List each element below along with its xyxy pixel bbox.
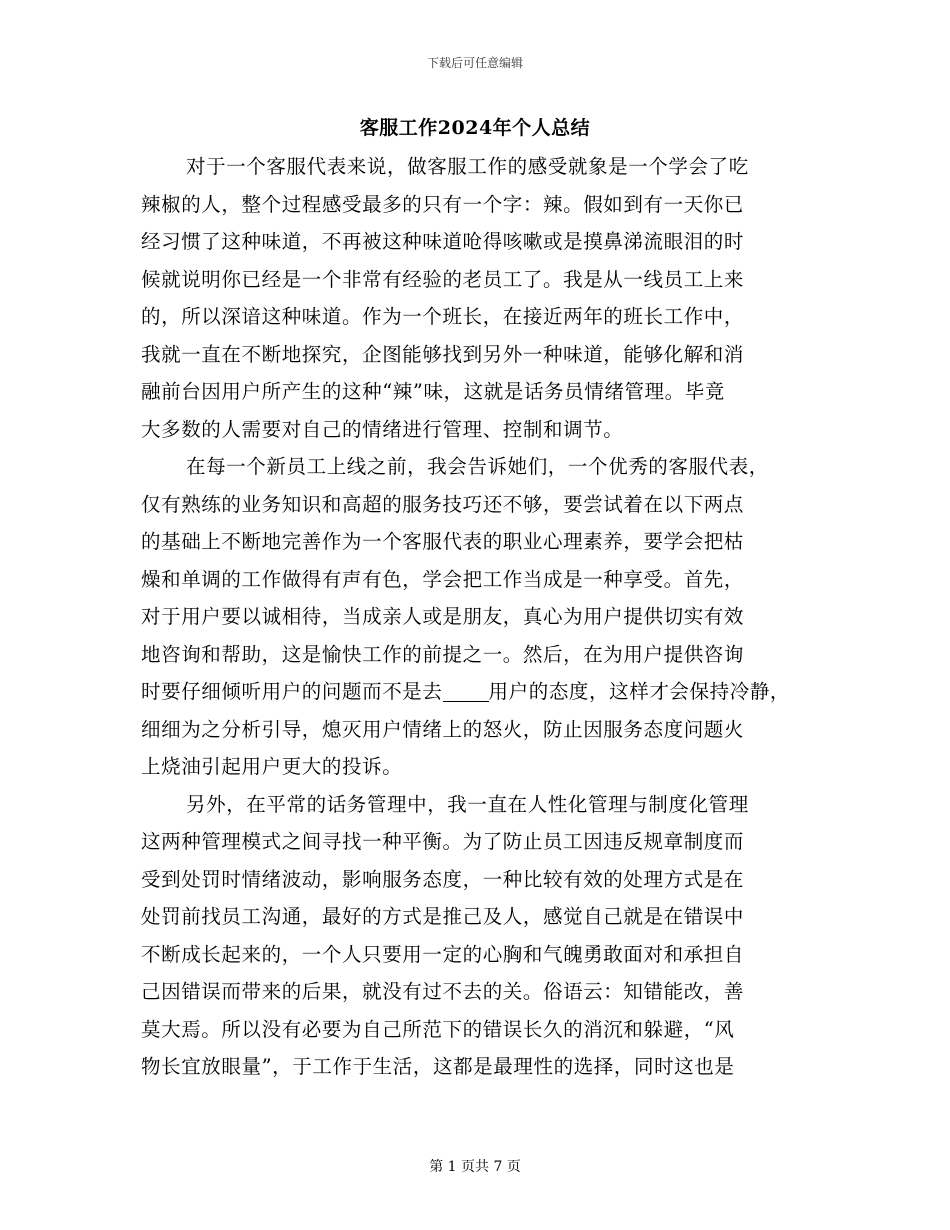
- text-line: 细细为之分析引导，熄灭用户情绪上的怒火，防止因服务态度问题火: [141, 717, 745, 741]
- document-body: [141, 148, 821, 1086]
- text-line: 燥和单调的工作做得有声有色，学会把工作当成是一种享受。首先，: [141, 567, 745, 591]
- text-line: 候就说明你已经是一个非常有经验的老员工了。我是从一线员工上来: [141, 267, 745, 291]
- document-title: 客服工作2024年个人总结: [359, 117, 591, 139]
- text-line: 地咨询和帮助，这是愉快工作的前提之一。然后，在为用户提供咨询: [141, 642, 745, 666]
- text-line: 辣椒的人，整个过程感受最多的只有一个字：辣。假如到有一天你已: [141, 192, 745, 216]
- text-line: 受到处罚时情绪波动，影响服务态度，一种比较有效的处理方式是在: [141, 867, 745, 891]
- text-line: 大多数的人需要对自己的情绪进行管理、控制和调节。: [141, 417, 624, 441]
- text-line: 己因错误而带来的后果，就没有过不去的关。俗语云：知错能改，善: [141, 980, 745, 1003]
- text-line: 这两种管理模式之间寻找一种平衡。为了防止员工因违反规章制度而: [141, 830, 745, 853]
- text-line: 物长宜放眼量”，于工作于生活，这都是最理性的选择，同时这也是: [141, 1055, 735, 1078]
- text-line: 上烧油引起用户更大的投诉。: [141, 755, 403, 778]
- text-segment: 用户的态度，这样才会保持冷静，: [488, 680, 791, 703]
- text-line: 对于一个客服代表来说，做客服工作的感受就象是一个学会了吃: [186, 155, 749, 178]
- fill-in-blank: [443, 699, 489, 702]
- text-line: 融前台因用户所产生的这种“辣”味，这就是话务员情绪管理。毕竟: [141, 380, 725, 403]
- text-line: 经习惯了这种味道，不再被这种味道呛得咳嗽或是摸鼻涕流眼泪的时: [141, 230, 745, 253]
- text-line: 的，所以深谙这种味道。作为一个班长，在接近两年的班长工作中，: [141, 305, 745, 328]
- text-line: 仅有熟练的业务知识和高超的服务技巧还不够，要尝试着在以下两点: [141, 492, 745, 516]
- text-line: 另外，在平常的话务管理中，我一直在人性化管理与制度化管理: [186, 792, 749, 816]
- text-line: 在每一个新员工上线之前，我会告诉她们，一个优秀的客服代表，: [186, 455, 769, 478]
- text-line: 莫大焉。所以没有必要为自己所范下的错误长久的消沉和躲避，“风: [141, 1017, 735, 1041]
- text-line: 不断成长起来的，一个人只要用一定的心胸和气魄勇敢面对和承担自: [141, 942, 745, 966]
- text-line: 处罚前找员工沟通，最好的方式是推己及人，感觉自己就是在错误中: [141, 905, 745, 928]
- text-line: 对于用户要以诚相待，当成亲人或是朋友，真心为用户提供切实有效: [141, 605, 745, 628]
- text-line: 的基础上不断地完善作为一个客服代表的职业心理素养，要学会把枯: [141, 530, 745, 553]
- text-line-with-blank: [141, 673, 821, 711]
- text-segment: 时要仔细倾听用户的问题而不是去: [141, 680, 443, 703]
- page-footer: 第 1 页共 7 页: [429, 1159, 521, 1175]
- text-line: 我就一直在不断地探究，企图能够找到另外一种味道，能够化解和消: [141, 342, 745, 366]
- page-header: 下载后可任意编辑: [426, 56, 523, 70]
